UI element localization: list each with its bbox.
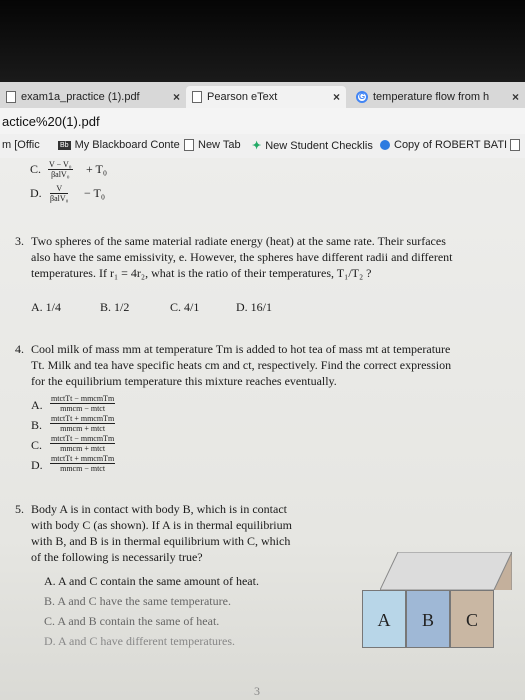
drive-icon xyxy=(380,140,390,150)
bookmark-office[interactable]: m [Offic xyxy=(2,139,40,151)
question-text: with body C (as shown). If A is in thermal equilibrium xyxy=(31,518,292,532)
tab-temperature-flow[interactable] xyxy=(350,86,525,108)
url-text: actice%20(1).pdf xyxy=(2,114,100,129)
fraction: mtctTt − mmcmTm mmcm + mtct xyxy=(51,434,115,453)
answer-option: B. 1/2 xyxy=(100,300,130,314)
body-a: A xyxy=(362,590,406,648)
bookmark-new-tab[interactable]: New Tab xyxy=(184,139,241,151)
fraction: V βalV₀ xyxy=(50,184,69,203)
bookmark-more[interactable] xyxy=(510,139,520,151)
question-text: Tt. Milk and tea have specific heats cm and ct, respectively. Find the correct expression xyxy=(31,358,452,372)
page-number: 3 xyxy=(254,684,260,698)
question-text: Two spheres of the same material radiate energy (heat) at the same rate. Their surfaces xyxy=(31,234,446,248)
option-label: C. xyxy=(31,438,43,452)
question-number: 4. xyxy=(15,342,24,356)
bookmark-student-checklist[interactable]: ✦ New Student Checklis xyxy=(252,139,373,152)
option-label: D. xyxy=(31,458,43,472)
option-tail: + T₀ xyxy=(86,162,108,176)
question-text: Body A is in contact with body B, which is in contact xyxy=(31,502,287,516)
answer-option: A. A and C contain the same amount of heat. xyxy=(44,574,259,588)
blocks-top-face xyxy=(380,552,512,590)
option-label: B. xyxy=(31,418,43,432)
address-bar[interactable] xyxy=(0,108,525,134)
tab-pearson-etext[interactable] xyxy=(186,86,346,108)
answer-option: C. A and B contain the same of heat. xyxy=(44,614,220,628)
question-text: with B, and B is in thermal equilibrium with C, which xyxy=(31,534,291,548)
question-text: of the following is necessarily true? xyxy=(31,550,203,564)
checklist-icon: ✦ xyxy=(252,140,262,152)
answer-option: C. 4/1 xyxy=(170,300,200,314)
fraction: mtctTt + mmcmTm mmcm + mtct xyxy=(51,414,115,433)
fraction: mtctTt − mmcmTm mmcm − mtct xyxy=(51,394,115,413)
document-icon xyxy=(510,139,520,151)
tab-exam-pdf[interactable] xyxy=(0,86,186,108)
option-tail: − T₀ xyxy=(84,186,106,200)
answer-option: D. 16/1 xyxy=(236,300,272,314)
tab-title: exam1a_practice (1).pdf xyxy=(21,91,140,103)
monitor-bezel xyxy=(0,0,525,82)
fraction: mtctTt + mmcmTm mmcm − mtct xyxy=(51,454,115,473)
bodies-diagram xyxy=(362,550,512,650)
document-icon xyxy=(6,91,16,103)
close-tab-button[interactable]: × xyxy=(172,90,180,104)
question-number: 5. xyxy=(15,502,24,516)
body-c: C xyxy=(450,590,494,648)
answer-option: A. 1/4 xyxy=(31,300,61,314)
tab-title: temperature flow from h xyxy=(373,91,490,103)
option-label: A. xyxy=(31,398,43,412)
bookmark-robert-bati[interactable]: Copy of ROBERT BATI xyxy=(380,139,507,151)
document-icon xyxy=(184,139,194,151)
blackboard-icon: Bb xyxy=(60,141,69,149)
document-icon xyxy=(192,91,202,103)
pdf-page xyxy=(0,158,525,700)
fraction: V − V₀ βalV₀ xyxy=(49,160,72,179)
tab-title: Pearson eText xyxy=(207,91,278,103)
body-b: B xyxy=(406,590,450,648)
close-tab-button[interactable]: × xyxy=(332,90,340,104)
tab-bar xyxy=(0,82,525,108)
option-label: D. xyxy=(30,186,42,200)
question-number: 3. xyxy=(15,234,24,248)
answer-option: D. A and C have different temperatures. xyxy=(44,634,236,648)
question-text: for the equilibrium temperature this mixture reaches eventually. xyxy=(31,374,337,388)
close-tab-button[interactable]: × xyxy=(511,90,519,104)
question-text: also have the same emissivity, e. However, the spheres have different radii and different xyxy=(31,250,453,264)
option-label: C. xyxy=(30,162,42,176)
bookmark-blackboard[interactable]: Bb My Blackboard Conte xyxy=(60,139,180,151)
bookmarks-bar xyxy=(0,134,525,159)
answer-option: B. A and C have the same temperature. xyxy=(44,594,231,608)
google-icon: G xyxy=(356,91,368,103)
question-text: Cool milk of mass mm at temperature Tm is added to hot tea of mass mt at temperature xyxy=(31,342,451,356)
question-text: temperatures. If r₁ = 4r₂, what is the ratio of their temperatures, T₁/T₂ ? xyxy=(31,266,372,280)
